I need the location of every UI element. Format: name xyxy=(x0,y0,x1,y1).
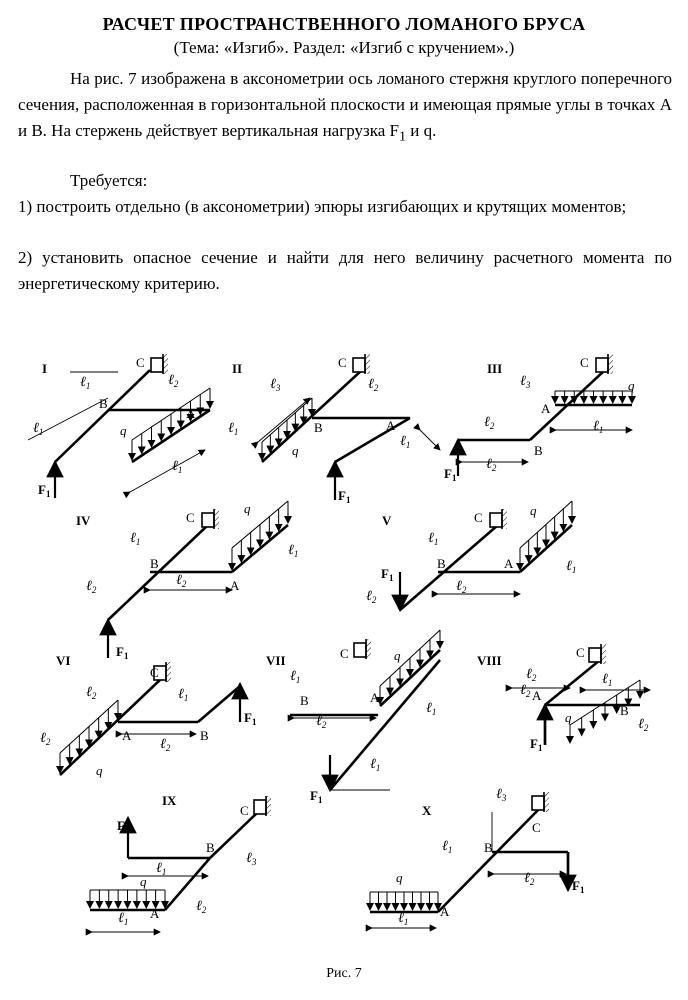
support-block xyxy=(596,358,608,372)
force-label: $F_1$ xyxy=(117,818,130,835)
dimension-arrow xyxy=(258,398,310,442)
length-label: ℓ$_1$ xyxy=(428,531,439,547)
point-label-b: B xyxy=(484,840,493,855)
intro-subscript: 1 xyxy=(398,128,407,145)
point-label-a: A xyxy=(532,688,542,703)
support-block xyxy=(254,800,266,814)
length-label: ℓ$_1$ xyxy=(400,434,411,450)
support-block xyxy=(490,513,502,527)
length-label: ℓ$_3$ xyxy=(270,377,281,393)
point-label-a: A xyxy=(541,401,551,416)
support-block xyxy=(202,513,214,527)
point-label-c: C xyxy=(340,646,349,661)
length-label: ℓ$_2$ xyxy=(316,714,327,730)
intro-text: На рис. 7 изображена в аксонометрии ось ломаного стержня круглого поперечного сечения, расположенная в горизонтальной плоскости и имеющая прямые углы в точках А и В. На стержень действует вертикальная нагрузка F xyxy=(18,69,672,140)
length-label: ℓ$_2$ xyxy=(638,717,649,733)
length-label: ℓ$_2$ xyxy=(196,899,207,915)
load-label: q xyxy=(244,501,251,516)
length-label: ℓ$_1$ xyxy=(398,911,409,927)
scheme-i xyxy=(28,354,210,499)
length-label: ℓ$_3$ xyxy=(246,851,257,867)
point-label-c: C xyxy=(136,355,145,370)
length-label: ℓ$_2$ xyxy=(40,731,51,747)
scheme-iii xyxy=(444,354,635,483)
support-icon xyxy=(151,354,168,374)
figure-caption: Рис. 7 xyxy=(326,966,362,981)
length-label: ℓ$_1$ xyxy=(602,672,613,688)
force-label: $F_1$ xyxy=(38,482,51,499)
point-label-b: B xyxy=(99,396,108,411)
length-label: ℓ$_1$ xyxy=(370,757,381,773)
length-label: ℓ$_1$ xyxy=(118,911,129,927)
load-label: q xyxy=(565,710,572,725)
length-label: ℓ$_1$ xyxy=(593,419,604,435)
scheme-number: IV xyxy=(76,513,91,528)
support-icon xyxy=(354,639,371,659)
point-label-b: B xyxy=(200,728,209,743)
scheme-number: III xyxy=(487,361,503,376)
support-block xyxy=(353,358,365,372)
length-label: ℓ$_2$ xyxy=(168,373,179,389)
point-label-a: A xyxy=(230,578,240,593)
length-label: ℓ$_2$ xyxy=(456,579,467,595)
point-label-b: B xyxy=(150,556,159,571)
scheme-number: V xyxy=(382,513,392,528)
page-subtitle: (Тема: «Изгиб». Раздел: «Изгиб с кручением».) xyxy=(173,38,515,57)
scheme-iv xyxy=(76,501,298,661)
length-label: ℓ$_1$ xyxy=(426,701,437,717)
dimension-arrow xyxy=(420,430,440,450)
load-label: q xyxy=(530,503,537,518)
point-label-c: C xyxy=(338,355,347,370)
support-block xyxy=(354,643,366,657)
requirement-item-1: 1) построить отдельно (в аксонометрии) эпюры изгибающих и крутящих моментов; xyxy=(18,197,627,216)
load-label: q xyxy=(394,648,401,663)
beam-segment xyxy=(60,678,162,775)
length-label: ℓ$_2$ xyxy=(486,457,497,473)
distributed-load-q xyxy=(60,700,118,773)
point-label-a: A xyxy=(150,906,160,921)
support-icon xyxy=(490,509,507,529)
beam-segment xyxy=(400,525,498,610)
distributed-load-q xyxy=(232,501,288,570)
length-label: ℓ$_1$ xyxy=(228,421,239,437)
point-label-a: A xyxy=(186,406,196,421)
scheme-v xyxy=(366,501,576,610)
length-label: ℓ$_2$ xyxy=(160,737,171,753)
length-label: ℓ$_1$ xyxy=(566,559,577,575)
distributed-load-q xyxy=(262,398,312,460)
point-label-c: C xyxy=(240,803,249,818)
scheme-x xyxy=(370,787,585,928)
point-label-c: C xyxy=(150,665,159,680)
force-label: $F_1$ xyxy=(338,488,351,505)
force-label: $F_1$ xyxy=(381,566,394,583)
scheme-number: VII xyxy=(266,653,286,668)
beam-segment xyxy=(545,660,600,705)
beam-segment xyxy=(198,686,240,722)
beam-segment xyxy=(165,858,210,910)
point-label-c: C xyxy=(186,510,195,525)
distributed-load-q xyxy=(132,388,210,460)
requirement-item-2: 2) установить опасное сечение и найти для него величину расчетного момента по энергетическому критерию. xyxy=(18,248,672,293)
scheme-vii xyxy=(266,630,440,805)
page-title: РАСЧЕТ ПРОСТРАНСТВЕННОГО ЛОМАНОГО БРУСА xyxy=(102,14,586,34)
length-label: ℓ$_2$ xyxy=(526,667,537,683)
point-label-c: C xyxy=(474,510,483,525)
force-label: $F_1$ xyxy=(444,466,457,483)
point-label-c: C xyxy=(580,355,589,370)
scheme-number: I xyxy=(42,361,48,376)
intro-text-end: и q. xyxy=(406,121,437,140)
distributed-load-q xyxy=(570,680,640,743)
length-label: ℓ$_2$ xyxy=(524,871,535,887)
point-label-a: A xyxy=(122,728,132,743)
force-label: $F_1$ xyxy=(116,644,129,661)
point-label-b: B xyxy=(314,420,323,435)
point-label-b: B xyxy=(620,703,629,718)
force-label: $F_1$ xyxy=(530,736,543,753)
point-label-a: A xyxy=(370,690,380,705)
force-label: $F_1$ xyxy=(244,710,257,727)
point-label-a: A xyxy=(504,556,514,571)
length-label: ℓ$_1$ xyxy=(80,375,91,391)
length-label: ℓ$_2$ xyxy=(176,573,187,589)
point-label-c: C xyxy=(576,645,585,660)
force-label: $F_1$ xyxy=(310,788,323,805)
length-label: ℓ$_2$ xyxy=(368,377,379,393)
length-label: ℓ$_2$ xyxy=(520,683,531,699)
scheme-vi xyxy=(40,653,257,778)
distributed-load-q xyxy=(380,630,440,704)
load-label: q xyxy=(396,870,403,885)
scheme-number: VIII xyxy=(477,653,502,668)
beam-segment xyxy=(330,660,440,790)
support-icon xyxy=(353,354,370,374)
point-label-b: B xyxy=(300,693,309,708)
scheme-ii xyxy=(228,354,440,505)
dimension-line xyxy=(28,398,108,440)
length-label: ℓ$_1$ xyxy=(130,531,141,547)
support-icon xyxy=(254,796,271,816)
beam-segment xyxy=(55,370,150,462)
support-icon xyxy=(202,509,219,529)
length-label: ℓ$_3$ xyxy=(520,374,531,390)
length-label: ℓ$_1$ xyxy=(172,459,183,475)
point-label-b: B xyxy=(534,443,543,458)
scheme-number: II xyxy=(232,361,243,376)
support-icon xyxy=(596,354,613,374)
load-label: q xyxy=(292,443,299,458)
scheme-number: X xyxy=(422,803,432,818)
length-label: ℓ$_1$ xyxy=(156,861,167,877)
length-label: ℓ$_2$ xyxy=(366,589,377,605)
beam-segment xyxy=(438,808,540,912)
distributed-load-q xyxy=(520,501,572,570)
support-icon xyxy=(589,644,606,664)
support-block xyxy=(532,796,544,810)
requirements-heading: Требуется: xyxy=(70,171,148,190)
length-label: ℓ$_1$ xyxy=(290,669,301,685)
load-label: q xyxy=(120,423,127,438)
point-label-a: A xyxy=(386,418,396,433)
length-label: ℓ$_2$ xyxy=(86,685,97,701)
distributed-load-q xyxy=(370,892,438,910)
length-label: ℓ$_1$ xyxy=(33,421,44,437)
point-label-a: A xyxy=(440,904,450,919)
support-block xyxy=(151,358,163,372)
support-icon xyxy=(532,792,549,812)
length-label: ℓ$_2$ xyxy=(484,415,495,431)
point-label-b: B xyxy=(437,556,446,571)
point-label-b: B xyxy=(206,840,215,855)
scheme-viii xyxy=(477,644,650,753)
scheme-number: IX xyxy=(162,793,177,808)
load-label: q xyxy=(96,763,103,778)
distributed-load-q xyxy=(555,391,632,403)
load-label: q xyxy=(628,378,635,393)
length-label: ℓ$_2$ xyxy=(86,579,97,595)
length-label: ℓ$_1$ xyxy=(288,543,299,559)
support-block xyxy=(589,648,601,662)
length-label: ℓ$_1$ xyxy=(442,839,453,855)
force-label: $F_1$ xyxy=(572,878,585,895)
scheme-ix xyxy=(90,793,271,932)
length-label: ℓ$_3$ xyxy=(496,787,507,803)
point-label-c: C xyxy=(532,820,541,835)
load-label: q xyxy=(140,874,147,889)
length-label: ℓ$_1$ xyxy=(178,687,189,703)
scheme-number: VI xyxy=(56,653,71,668)
beam-segment xyxy=(335,418,410,462)
